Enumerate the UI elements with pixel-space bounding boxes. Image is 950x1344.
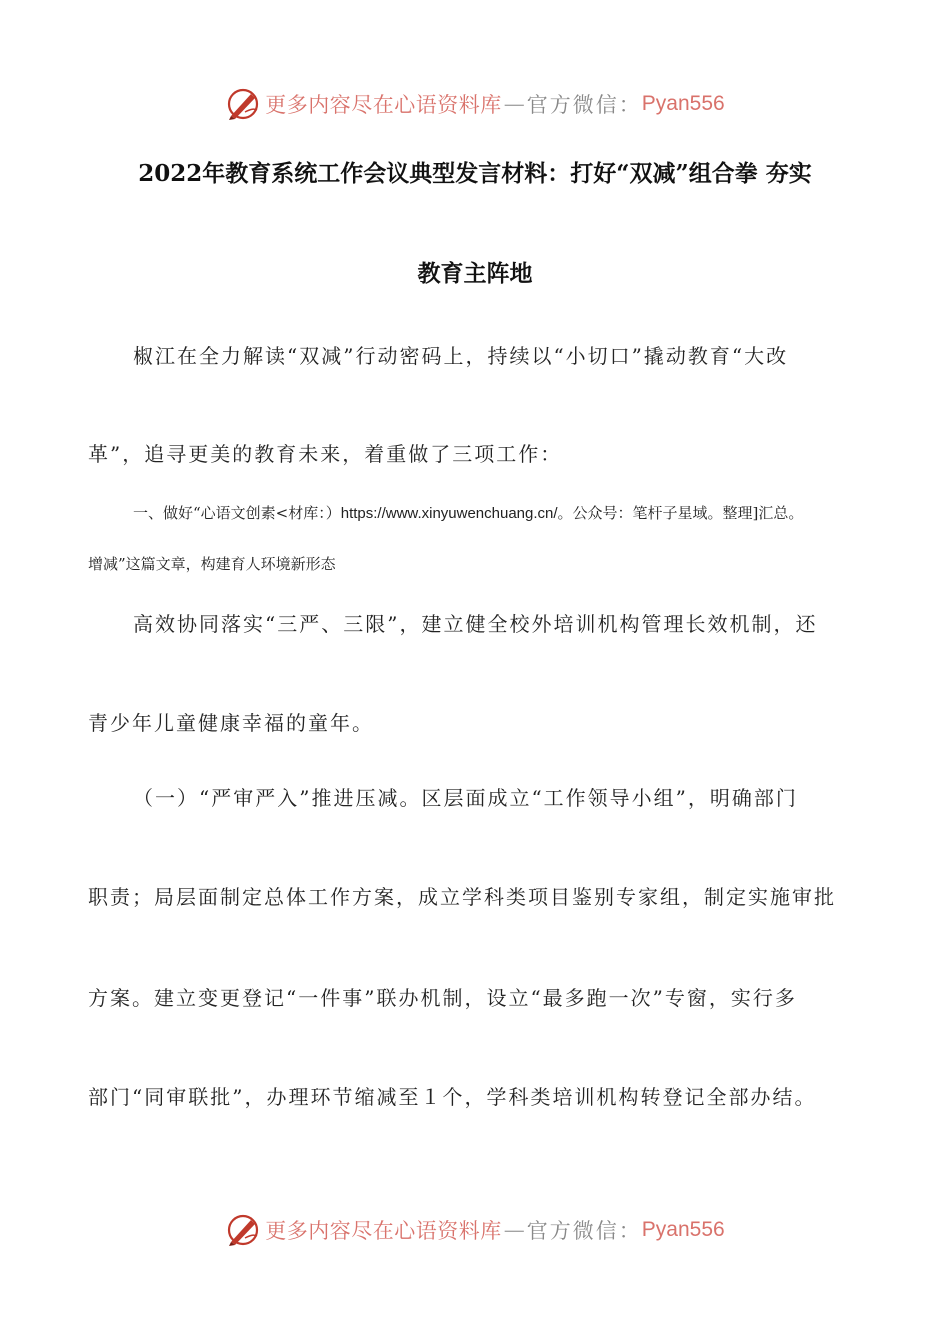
header-banner [0, 82, 950, 126]
document-title-line-2: 教育主阵地 [417, 260, 533, 287]
body-line-1: 高效协同落实“三严、三限”，建立健全校外培训机构管理长效机制，还 [133, 612, 818, 636]
body-line-6: 部门“同审联批”，办理环节缩减至１个，学科类培训机构转登记全部办结。 [88, 1085, 817, 1109]
pen-logo-icon [225, 1212, 261, 1248]
banner-text: 更多内容尽在心语资料库 [265, 1219, 502, 1243]
body-line-5: 方案。建立变更登记“一件事”联办机制，设立“最多跑一次”专窗，实行多 [88, 986, 797, 1010]
banner-wechat-label: 官方微信： [526, 1219, 642, 1243]
banner-wechat-id: Pyan556 [641, 1218, 725, 1241]
body-line-3: （一）“严审严入”推进压减。区层面成立“工作领导小组”，明确部门 [133, 786, 798, 810]
intro-line-1: 椒江在全力解读“双减”行动密码上，持续以“小切口”撬动教育“大改 [133, 344, 789, 368]
banner-text: 更多内容尽在心语资料库 [265, 93, 502, 117]
body-line-4: 职责；局层面制定总体工作方案，成立学科类项目鉴别专家组，制定实施审批 [88, 885, 836, 909]
pen-logo-icon [225, 86, 261, 122]
footer-banner [0, 1208, 950, 1252]
banner-wechat-label: 官方微信： [526, 93, 642, 117]
section-heading-suffix: 。公众号：笔杆子星域。整理]汇总。 [557, 504, 804, 522]
banner-wechat-id: Pyan556 [641, 92, 725, 115]
banner-dash: — [503, 1218, 525, 1242]
section-heading-line-2: 增减”这篇文章，构建育人环境新形态 [88, 555, 336, 573]
intro-line-2: 革”，追寻更美的教育未来，着重做了三项工作： [88, 442, 563, 466]
banner-dash: — [503, 92, 525, 116]
section-heading-line-1 [133, 502, 803, 523]
document-title-line-1: 2022年教育系统工作会议典型发言材料：打好“双减”组合拳 夯实 [138, 160, 812, 187]
section-heading-prefix: 一、做好“心语文创素<材库：） [133, 504, 341, 522]
section-heading-url: https://www.xinyuwenchuang.cn/ [340, 505, 558, 522]
body-line-2: 青少年儿童健康幸福的童年。 [88, 711, 374, 735]
